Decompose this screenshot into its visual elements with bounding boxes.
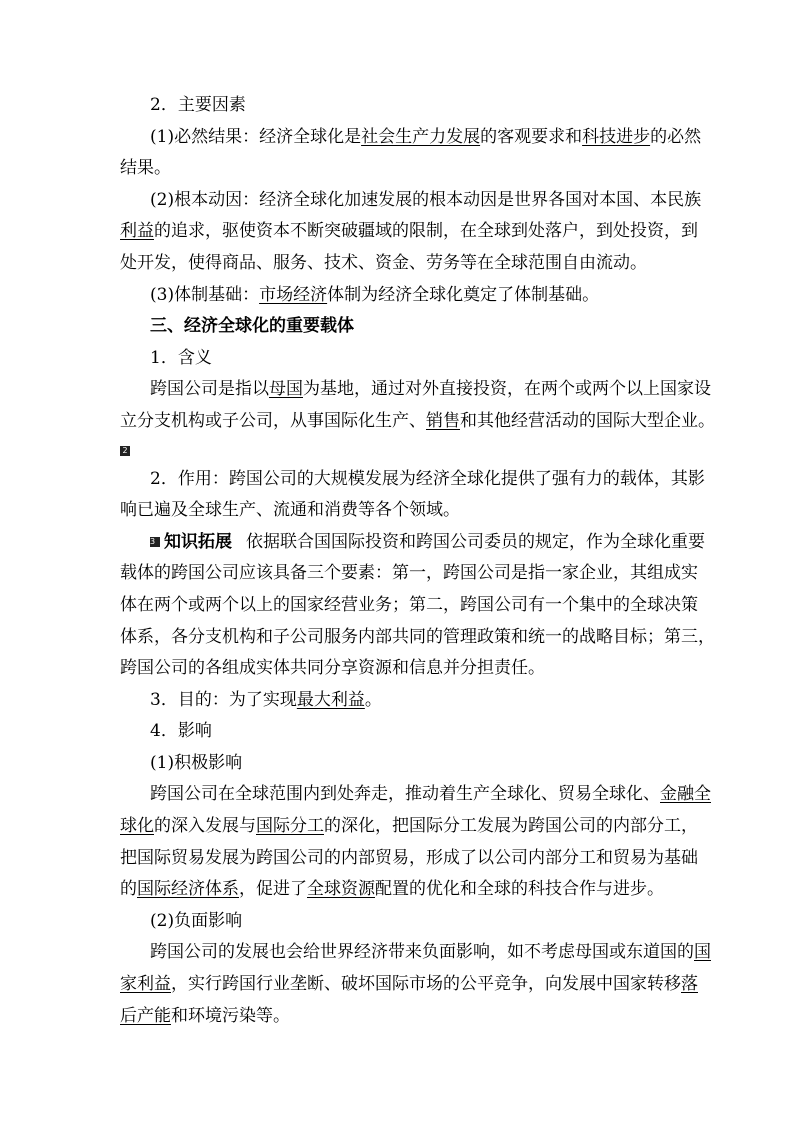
paragraph-root-cause: (2)根本动因：经济全球化加速发展的根本动因是世界各国对本国、本民族 <box>150 189 702 210</box>
document-page <box>120 90 715 1032</box>
paragraph-positive-line3: 把国际贸易发展为跨国公司的内部贸易，形成了以公司内部分工和贸易为基础 <box>120 847 698 868</box>
paragraph-inevitable-result: (1)必然结果：经济全球化是社会生产力发展的客观要求和科技进步的必然 <box>150 126 702 147</box>
paragraph-inevitable-result-cont: 结果。 <box>120 158 171 179</box>
paragraph-positive-line4: 的国际经济体系，促进了全球资源配置的优化和全球的科技合作与进步。 <box>120 879 664 900</box>
section-heading-main-factors: 2．主要因素 <box>150 95 246 115</box>
subheading-meaning: 1．含义 <box>150 347 212 368</box>
paragraph-root-cause-line2: 利益的追求，驱使资本不断突破疆域的限制，在全球到处落户，到处投资，到 <box>120 221 698 242</box>
paragraph-negative: 跨国公司的发展也会给世界经济带来负面影响，如不考虑母国或东道国的国 <box>150 942 711 963</box>
number-badge-icon: 3 <box>150 537 160 547</box>
paragraph-positive-line2: 球化的深入发展与国际分工的深化，把国际分工发展为跨国公司的内部分工， <box>120 816 698 837</box>
paragraph-definition: 跨国公司是指以母国为基地，通过对外直接投资，在两个或两个以上国家设 <box>150 379 711 400</box>
subheading-positive-impact: (1)积极影响 <box>150 752 243 773</box>
paragraph-role-line2: 响已遍及全球生产、流通和消费等各个领域。 <box>120 500 460 521</box>
knowledge-extension-line2: 载体的跨国公司应该具备三个要素：第一，跨国公司是指一家企业，其组成实 <box>120 563 698 584</box>
subheading-impact: 4．影响 <box>150 721 212 742</box>
number-badge-icon: 2 <box>120 446 130 456</box>
knowledge-extension: 3 知识拓展 依据联合国国际投资和跨国公司委员的规定，作为全球化重要 <box>150 531 705 552</box>
paragraph-positive: 跨国公司在全球范围内到处奔走，推动着生产全球化、贸易全球化、金融全 <box>150 784 711 805</box>
paragraph-negative-line3: 后产能和环境污染等。 <box>120 1005 290 1026</box>
paragraph-institutional-basis: (3)体制基础：市场经济体制为经济全球化奠定了体制基础。 <box>150 284 600 305</box>
section-heading-carrier: 三、经济全球化的重要载体 <box>150 316 354 337</box>
knowledge-extension-line5: 跨国公司的各组成实体共同分享资源和信息并分担责任。 <box>120 658 545 679</box>
subheading-negative-impact: (2)负面影响 <box>150 910 243 931</box>
paragraph-goal: 3．目的：为了实现最大利益。 <box>150 689 382 710</box>
marker-row <box>120 438 676 464</box>
knowledge-extension-line3: 体在两个或两个以上的国家经营业务；第二，跨国公司有一个集中的全球决策 <box>120 594 698 615</box>
paragraph-definition-line2: 立分支机构或子公司，从事国际化生产、销售和其他经营活动的国际大型企业。 <box>120 410 715 431</box>
paragraph-negative-line2: 家利益，实行跨国行业垄断、破坏国际市场的公平竞争，向发展中国家转移落 <box>120 974 698 995</box>
paragraph-role: 2．作用：跨国公司的大规模发展为经济全球化提供了强有力的载体，其影 <box>150 468 705 489</box>
paragraph-root-cause-line3: 处开发，使得商品、服务、技术、资金、劳务等在全球范围自由流动。 <box>120 252 647 273</box>
knowledge-extension-line4: 体系，各分支机构和子公司服务内部共同的管理政策和统一的战略目标；第三， <box>120 626 715 647</box>
